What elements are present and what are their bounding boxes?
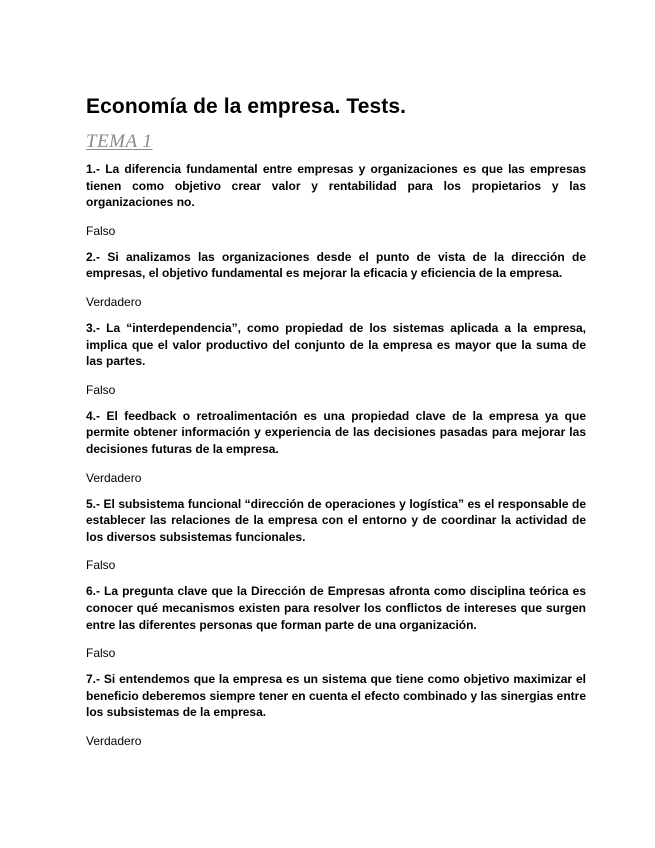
question-item (86, 671, 586, 748)
question-text: 2.- Si analizamos las organizaciones desde el punto de vista de la dirección de empresas, el objetivo fundamental es mejorar la eficacia y eficiencia de la empresa. (86, 249, 586, 281)
question-answer: Falso (86, 382, 116, 397)
question-answer: Verdadero (86, 294, 142, 309)
question-item (86, 320, 586, 397)
section-heading: TEMA 1 (86, 131, 153, 152)
question-answer: Verdadero (86, 733, 142, 748)
question-answer: Verdadero (86, 470, 142, 485)
question-text: 4.- El feedback o retroalimentación es una propiedad clave de la empresa ya que permite obtener información y experiencia de las decisiones pasadas para mejorar las decisiones futuras de la empresa. (86, 408, 586, 456)
question-text: 1.- La diferencia fundamental entre empresas y organizaciones es que las empresas tienen como objetivo crear valor y rentabilidad para los propietarios y las organizaciones no. (86, 162, 586, 210)
question-text: 7.- Si entendemos que la empresa es un sistema que tiene como objetivo maximizar el beneficio deberemos siempre tener en cuenta el efecto combinado y las sinergias entre los subsistemas de la empresa. (86, 672, 586, 720)
question-answer: Falso (86, 223, 116, 238)
question-item (86, 583, 586, 660)
document-title: Economía de la empresa. Tests. (86, 95, 407, 118)
question-text: 6.- La pregunta clave que la Dirección de Empresas afronta como disciplina teórica es conocer qué mecanismos existen para resolver los conflictos de intereses que surgen entre las diferentes personas que forman parte de una organización. (86, 584, 586, 632)
question-item (86, 496, 586, 573)
question-item (86, 161, 586, 238)
question-text: 5.- El subsistema funcional “dirección de operaciones y logística” es el responsable de establecer las relaciones de la empresa con el entorno y de coordinar la actividad de los diversos subsistemas funcionales. (86, 496, 586, 544)
question-item (86, 408, 586, 485)
question-item (86, 249, 586, 309)
question-answer: Falso (86, 558, 116, 573)
question-text: 3.- La “interdependencia”, como propiedad de los sistemas aplicada a la empresa, implica que el valor productivo del conjunto de la empresa es mayor que la suma de las partes. (86, 320, 586, 369)
question-answer: Falso (86, 646, 116, 661)
